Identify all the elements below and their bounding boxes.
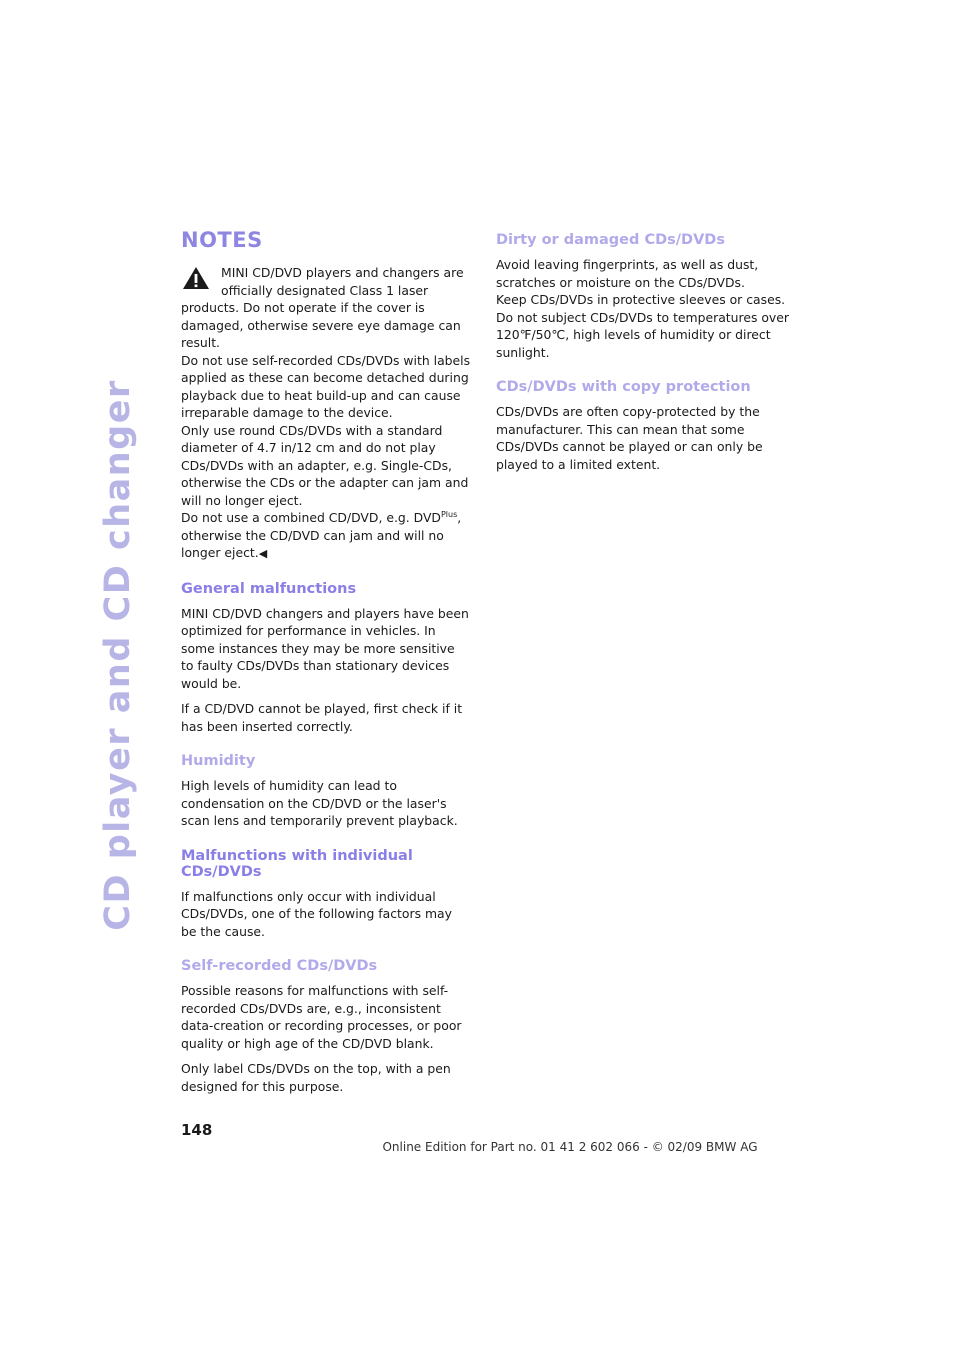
- warning-text-1: MINI CD/DVD players and changers are officially designated Class 1 laser products. Do not operate if the cover is damaged, otherwise severe eye damage can result.: [181, 265, 464, 350]
- notes-heading: NOTES: [181, 228, 263, 252]
- warning-triangle-icon: [181, 264, 215, 295]
- individual-malfunctions-text: If malfunctions only occur with individual CDs/DVDs, one of the following factors may be the cause.: [181, 888, 452, 939]
- dirty-damaged-text-2: Keep CDs/DVDs in protective sleeves or cases.: [496, 292, 786, 307]
- end-mark-icon: ◀: [258, 547, 268, 560]
- dirty-damaged-heading: Dirty or damaged CDs/DVDs: [496, 232, 725, 248]
- warning-text-2: Do not use self-recorded CDs/DVDs with labels applied as these can become detached during playback due to heat build-up and can cause irreparable damage to the device.: [181, 352, 471, 420]
- warning-text-3: Only use round CDs/DVDs with a standard diameter of 4.7 in/12 cm and do not play CDs/DVDs with an adapter, e.g. Single-CDs, otherwise the CDs or the adapter can jam and will no longer eject.: [181, 422, 469, 508]
- warning-text-4-pre: Do not use a combined CD/DVD, e.g. DVD: [181, 510, 441, 525]
- dirty-damaged-text-1: Avoid leaving fingerprints, as well as dust, scratches or moisture on the CDs/DVDs.: [496, 257, 759, 290]
- page-number: 148: [181, 1121, 213, 1139]
- general-malfunctions-text-1: MINI CD/DVD changers and players have been optimized for performance in vehicles. In some instances they may be more sensitive to faulty CDs/DVDs than stationary devices would be.: [181, 605, 469, 691]
- general-malfunctions-text-2: If a CD/DVD cannot be played, first check if it has been inserted correctly.: [181, 701, 463, 734]
- warning-text-4: [181, 509, 471, 563]
- copy-protection-heading: CDs/DVDs with copy protection: [496, 379, 751, 395]
- humidity-heading: Humidity: [181, 753, 256, 769]
- laser-warning: [181, 264, 471, 563]
- self-recorded-heading: Self-recorded CDs/DVDs: [181, 958, 378, 974]
- dirty-damaged-text-3: Do not subject CDs/DVDs to temperatures over 120℉/50℃, high levels of humidity or direct sunlight.: [496, 309, 789, 360]
- general-malfunctions-heading: General malfunctions: [181, 580, 357, 597]
- humidity-text: High levels of humidity can lead to condensation on the CD/DVD or the laser's scan lens and temporarily prevent playback.: [181, 778, 458, 828]
- copy-protection-text: CDs/DVDs are often copy-protected by the manufacturer. This can mean that some CDs/DVDs cannot be played or can only be played to a limited extent.: [496, 404, 763, 472]
- right-column: [496, 228, 796, 481]
- self-recorded-text-2: Only label CDs/DVDs on the top, with a pen designed for this purpose.: [181, 1061, 451, 1094]
- left-column: [181, 228, 471, 1103]
- chapter-side-title-text: CD player and CD changer: [98, 379, 138, 931]
- dvd-plus-sup: Plus: [440, 509, 458, 519]
- footer-edition-note: Online Edition for Part no. 01 41 2 602 066 - © 02/09 BMW AG: [382, 1140, 758, 1154]
- self-recorded-text-1: Possible reasons for malfunctions with self-recorded CDs/DVDs are, e.g., inconsistent data-creation or recording processes, or poor quality or high age of the CD/DVD blank.: [181, 983, 462, 1051]
- individual-malfunctions-heading: Malfunctions with individual CDs/DVDs: [181, 847, 413, 880]
- warning-text-4-post: , otherwise the CD/DVD can jam and will no longer eject.: [181, 510, 462, 560]
